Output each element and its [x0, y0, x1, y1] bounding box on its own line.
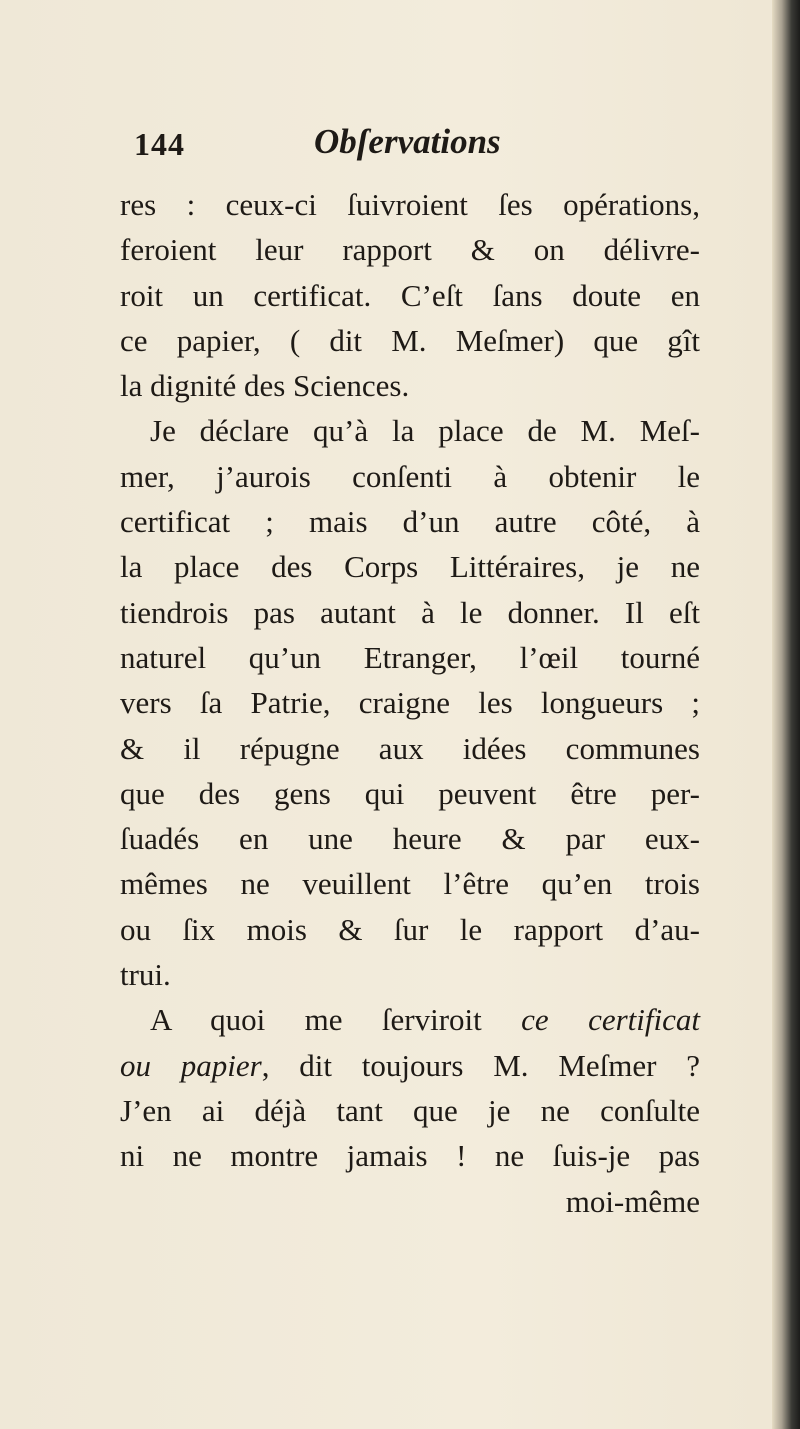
- text-line: vers ſa Patrie, craigne les longueurs ;: [120, 685, 700, 721]
- text-line: ou ſix mois & ſur le rapport d’au-: [120, 911, 700, 947]
- text-line: mêmes ne veuillent l’être qu’en trois: [120, 866, 700, 902]
- text-line: feroient leur rapport & on délivre-: [120, 232, 700, 268]
- text-line: J’en ai déjà tant que je ne conſulte: [120, 1092, 700, 1128]
- running-title: Obſervations: [314, 122, 501, 161]
- text-line: & il répugne aux idées communes: [120, 730, 700, 766]
- text-line: [120, 1043, 700, 1088]
- text-line: trui.: [120, 957, 171, 993]
- body-text: [120, 182, 700, 1224]
- paragraph-first-line: Je déclare qu’à la place de M. Meſ-: [150, 413, 700, 449]
- running-header: [134, 120, 654, 170]
- text-line: res : ceux-ci ſuivroient ſes opérations,: [120, 187, 700, 222]
- text-run: A quoi me ſerviroit: [150, 1002, 482, 1038]
- text-line: certificat ; mais d’un autre côté, à: [120, 504, 700, 540]
- paragraph-first-line: [120, 997, 700, 1042]
- text-line: ce papier, ( dit M. Meſmer) que gît: [120, 322, 700, 358]
- text-line: mer, j’aurois conſenti à obtenir le: [120, 458, 700, 494]
- text-line: la dignité des Sciences.: [120, 368, 410, 404]
- text-line: tiendrois pas autant à le donner. Il eſt: [120, 594, 700, 630]
- catchword: moi-même: [565, 1183, 700, 1219]
- text-line: ni ne montre jamais ! ne ſuis-je pas: [120, 1138, 700, 1174]
- text-line: que des gens qui peuvent être per-: [120, 775, 700, 811]
- italic-run: ce certificat: [521, 1002, 700, 1038]
- page-number: 144: [134, 126, 185, 162]
- page-edge-shadow: [772, 0, 800, 1429]
- text-line: naturel qu’un Etranger, l’œil tourné: [120, 639, 700, 675]
- italic-run: ou papier: [120, 1047, 262, 1083]
- text-line: ſuadés en une heure & par eux-: [120, 821, 700, 857]
- text-line: la place des Corps Littéraires, je ne: [120, 549, 700, 585]
- text-run: , dit toujours M. Meſmer ?: [261, 1047, 700, 1083]
- text-line: roit un certificat. C’eſt ſans doute en: [120, 277, 700, 313]
